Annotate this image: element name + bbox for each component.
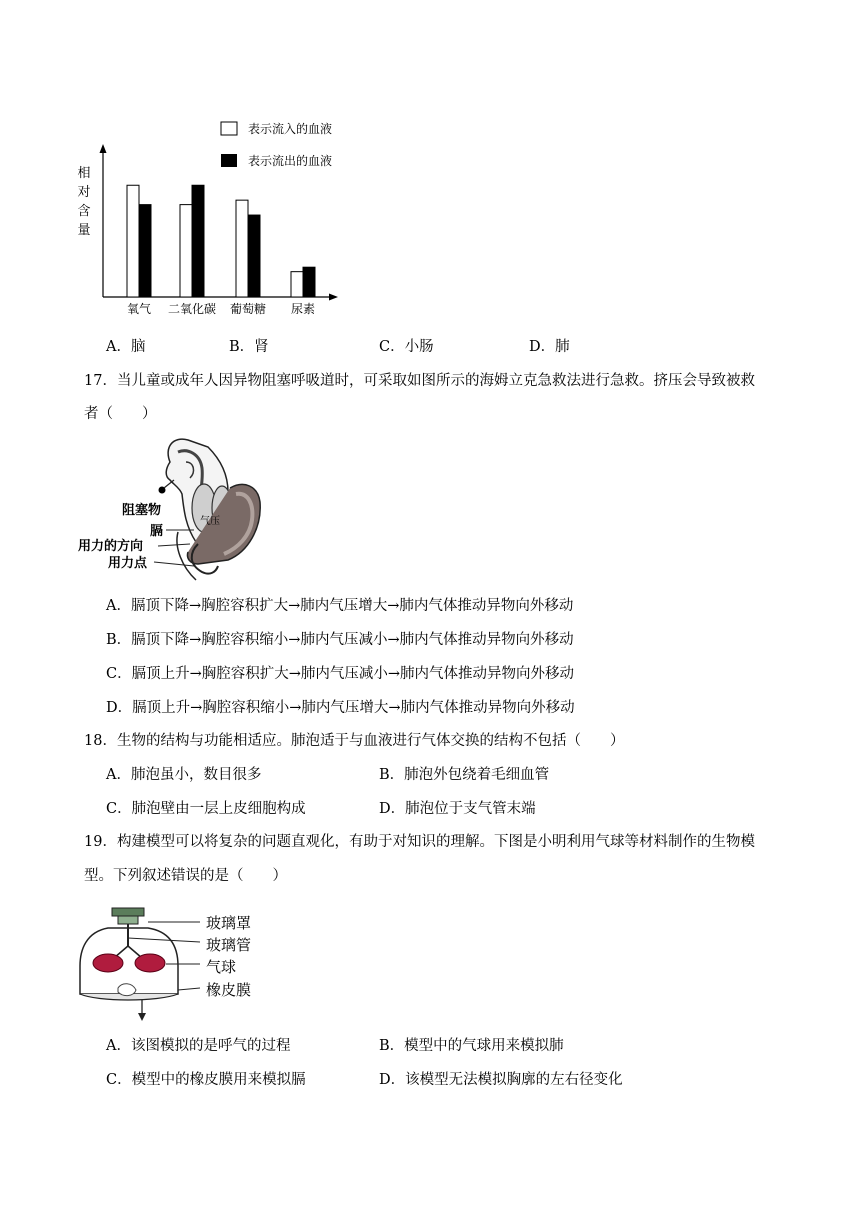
y-label-char: 含 [77,204,91,219]
bar-outflow-3 [303,267,315,297]
bar-inflow-3 [291,272,303,297]
breathing-model-illustration [78,906,278,1024]
q16-option-a[interactable]: A．脑 [106,339,146,355]
q17-stem-line1: 17．当儿童或成年人因异物阻塞呼吸道时，可采取如图所示的海姆立克急救法进行急救。挤压会导致被救 [84,373,755,389]
y-axis-label [77,165,90,238]
legend-swatch-inflow [221,122,237,135]
q17-option-a[interactable]: A．膈顶下降→胸腔容积扩大→肺内气压增大→肺内气体推动异物向外移动 [106,598,574,614]
bar-inflow-0 [127,185,139,297]
x-tick-label: 氧气 [126,302,152,316]
label-air-pressure: 气压 [200,516,220,527]
x-tick-label: 尿素 [290,302,316,316]
y-label-char: 相 [77,166,91,181]
legend-label-inflow: 表示流入的血液 [248,122,333,136]
q16-bar-chart [70,110,360,325]
q17-option-c[interactable]: C．膈顶上升→胸腔容积扩大→肺内气压减小→肺内气体推动异物向外移动 [106,666,575,682]
q16-option-c[interactable]: C．小肠 [379,339,434,355]
label-diaphragm: 膈 [150,524,164,539]
label-force-direction: 用力的方向 [78,539,144,554]
heimlich-illustration [78,432,268,582]
label-bell-jar: 玻璃罩 [206,914,252,932]
legend-swatch-outflow [221,154,237,167]
q18-option-c[interactable]: C．肺泡壁由一层上皮细胞构成 [106,801,306,817]
q17-option-b[interactable]: B．膈顶下降→胸腔容积缩小→肺内气压减小→肺内气体推动异物向外移动 [106,632,574,648]
label-balloon: 气球 [206,958,237,976]
q19-stem-line1: 19．构建模型可以将复杂的问题直观化，有助于对知识的理解。下图是小明利用气球等材料制作的生物模 [84,834,755,850]
q18-stem: 18．生物的结构与功能相适应。肺泡适于与血液进行气体交换的结构不包括（ ） [84,733,625,749]
q18-option-a[interactable]: A．肺泡虽小，数目很多 [106,767,262,783]
label-force-point: 用力点 [108,556,148,571]
label-glass-tube: 玻璃管 [206,936,252,954]
label-rubber-membrane: 橡皮膜 [206,981,252,999]
legend-label-outflow: 表示流出的血液 [248,154,333,168]
label-obstruction: 阻塞物 [122,503,162,518]
y-label-char: 量 [77,223,91,238]
q19-option-c[interactable]: C．模型中的橡皮膜用来模拟膈 [106,1072,306,1088]
q19-stem-line2: 型。下列叙述错误的是（ ） [84,868,287,884]
bar-inflow-2 [236,200,248,297]
q17-stem-line2: 者（ ） [84,406,157,422]
q19-option-a[interactable]: A．该图模拟的是呼气的过程 [106,1038,291,1054]
bar-inflow-1 [180,205,192,297]
q17-option-d[interactable]: D．膈顶上升→胸腔容积缩小→肺内气压增大→肺内气体推动异物向外移动 [106,700,575,716]
x-tick-label: 二氧化碳 [167,302,217,316]
bar-outflow-1 [192,185,204,297]
q19-option-b[interactable]: B．模型中的气球用来模拟肺 [379,1038,564,1054]
bar-outflow-0 [139,205,151,297]
q16-option-b[interactable]: B．肾 [229,339,269,355]
y-label-char: 对 [77,185,91,200]
q16-option-d[interactable]: D．肺 [529,339,570,355]
bar-outflow-2 [248,215,260,297]
x-axis-arrow [329,294,338,301]
q18-option-b[interactable]: B．肺泡外包绕着毛细血管 [379,767,550,783]
q18-option-d[interactable]: D．肺泡位于支气管末端 [379,801,536,817]
x-tick-label: 葡萄糖 [229,302,267,316]
y-axis-arrow [100,144,107,153]
q19-option-d[interactable]: D．该模型无法模拟胸廓的左右径变化 [379,1072,623,1088]
